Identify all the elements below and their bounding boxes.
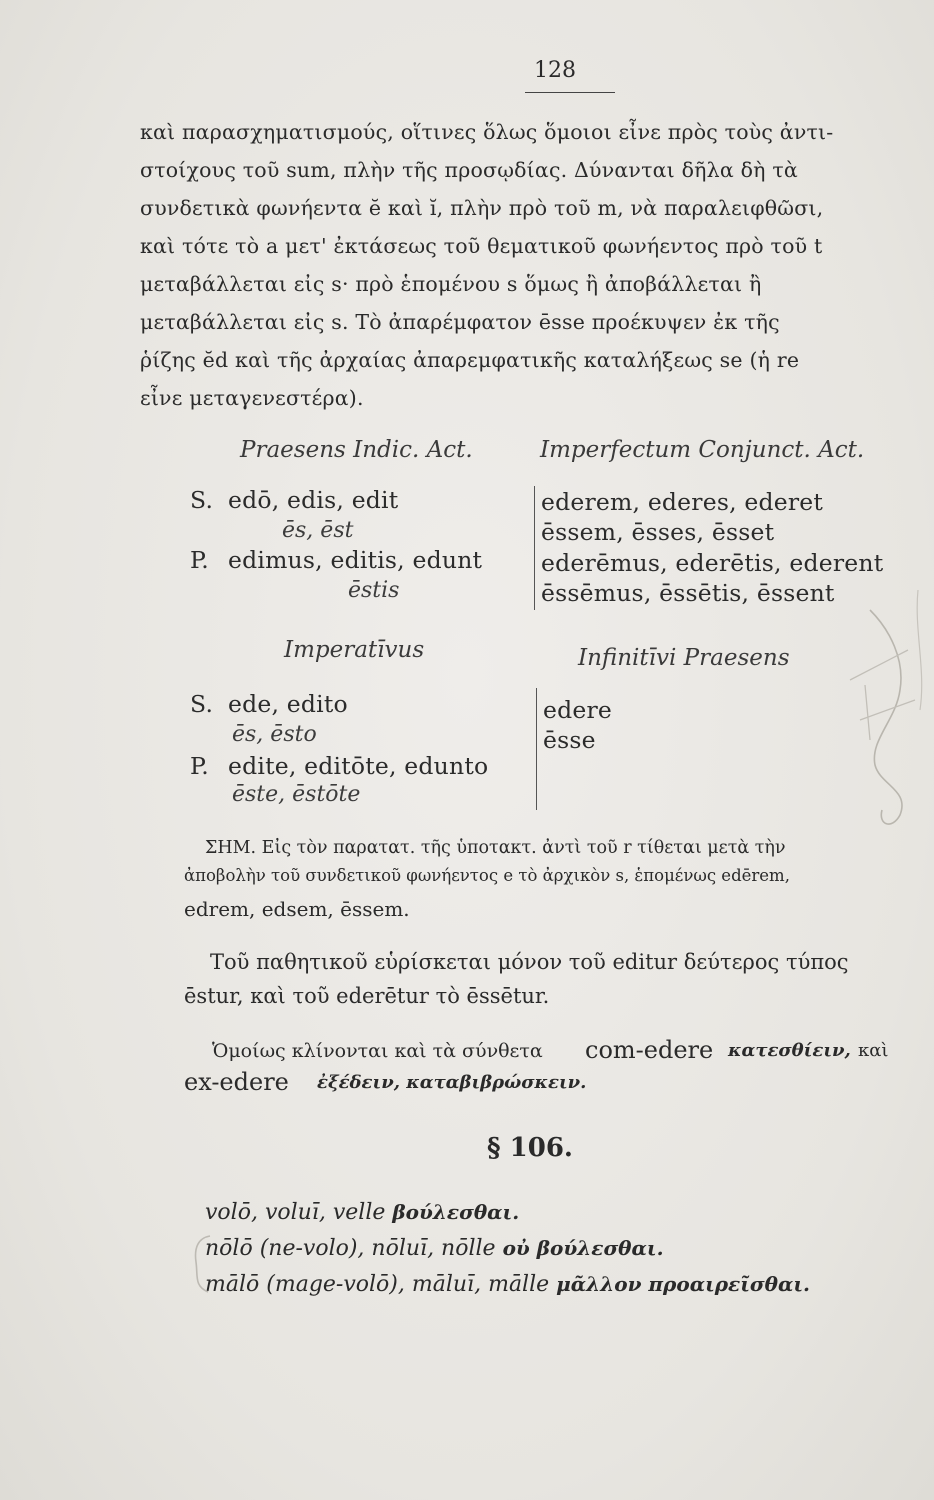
intro-line: συνδετικὰ φωνήεντα ĕ καὶ ĭ, πλὴν πρὸ τοῦ m, νὰ παραλειφθῶσι, [140, 196, 824, 220]
note-line: ἀποβολὴν τοῦ συνδετικοῦ φωνήεντος e τὸ ἀρχικὸν s, ἑπομένως edērem, [184, 866, 790, 885]
intro-line: καὶ τότε τὸ a μετ' ἐκτάσεως τοῦ θεματικοῦ φωνήεντος πρὸ τοῦ t [140, 234, 823, 258]
compounds-latin: com-edere [585, 1036, 714, 1064]
intro-line: μεταβάλλεται εἰς s· πρὸ ἑπομένου s ὅμως ἢ ἀποβάλλεται ἢ [140, 272, 762, 296]
praesens-s-alt: ēs, ēst [282, 518, 354, 543]
imperfectum-line: ederēmus, ederētis, ederent [541, 549, 884, 577]
imperativus-s-forms: ede, edito [228, 690, 348, 718]
imperativus-p-alt: ēste, ēstōte [232, 782, 361, 807]
compounds-text: καὶ [858, 1040, 889, 1061]
verb-latin: mālō (mage-volō), māluī, mālle [205, 1272, 550, 1297]
intro-line: καὶ παρασχηματισμούς, οἵτινες ὅλως ὅμοιοι εἶνε πρὸς τοὺς ἀντι- [140, 120, 834, 144]
verb-line [205, 1200, 519, 1225]
imperfectum-line: ēssem, ēsses, ēsset [541, 518, 775, 546]
passive-line: ēstur, καὶ τοῦ ederētur τὸ ēssētur. [184, 984, 550, 1008]
compounds-greek: κατεσθίειν, [728, 1040, 851, 1061]
imperativus-s-label: S. [190, 690, 214, 718]
praesens-s-forms: edō, edis, edit [228, 486, 399, 514]
infinitivi-heading: Infinitīvi Praesens [578, 645, 790, 671]
intro-line: ῥίζης ĕd καὶ τῆς ἀρχαίας ἀπαρεμφατικῆς καταλήξεως se (ἡ re [140, 348, 800, 372]
column-divider [536, 688, 537, 810]
verb-greek: βούλεσθαι. [392, 1200, 520, 1224]
column-divider [534, 486, 535, 610]
margin-pencil-mark [830, 590, 934, 840]
intro-line: εἶνε μεταγενεστέρα). [140, 386, 364, 410]
verb-line [205, 1236, 664, 1261]
praesens-heading: Praesens Indic. Act. [240, 437, 473, 463]
imperativus-s-alt: ēs, ēsto [232, 722, 317, 747]
imperativus-p-label: P. [190, 752, 209, 780]
imperativus-heading: Imperatīvus [284, 637, 425, 663]
imperativus-p-forms: edite, editōte, edunto [228, 752, 489, 780]
verb-greek: μᾶλλον προαιρεῖσθαι. [556, 1272, 811, 1296]
intro-line: μεταβάλλεται εἰς s. Τὸ ἀπαρέμφατον ēsse προέκυψεν ἐκ τῆς [140, 310, 780, 334]
note-line: ΣΗΜ. Εἰς τὸν παρατατ. τῆς ὑποτακτ. ἀντὶ τοῦ r τίθεται μετὰ τὴν [205, 838, 786, 858]
margin-bracket-mark [186, 1228, 216, 1298]
header-rule [525, 92, 615, 93]
infinitivi-line: edere [543, 696, 612, 724]
imperfectum-heading: Imperfectum Conjunct. Act. [540, 437, 865, 463]
verb-latin: nōlō (ne-volo), nōluī, nōlle [205, 1236, 496, 1261]
note-line: edrem, edsem, ēssem. [184, 897, 410, 921]
praesens-p-forms: edimus, editis, edunt [228, 546, 483, 574]
intro-line: στοίχους τοῦ sum, πλὴν τῆς προσῳδίας. Δύνανται δῆλα δὴ τὰ [140, 158, 798, 182]
imperfectum-line: ēssēmus, ēssētis, ēssent [541, 579, 835, 607]
compounds-latin: ex-edere [184, 1068, 289, 1096]
praesens-p-label: P. [190, 546, 209, 574]
praesens-p-alt: ēstis [348, 578, 400, 603]
section-heading: § 106. [487, 1133, 573, 1163]
praesens-s-label: S. [190, 486, 214, 514]
passive-line: Τοῦ παθητικοῦ εὑρίσκεται μόνον τοῦ editur δεύτερος τύπος [210, 950, 849, 974]
page-number: 128 [534, 58, 576, 83]
verb-line [205, 1272, 810, 1297]
imperfectum-line: ederem, ederes, ederet [541, 488, 824, 516]
compounds-greek: ἐξέδειν, καταβιβρώσκειν. [317, 1072, 587, 1093]
verb-greek: οὐ βούλεσθαι. [502, 1236, 664, 1260]
compounds-text: Ὁμοίως κλίνονται καὶ τὰ σύνθετα [212, 1040, 543, 1062]
infinitivi-line: ēsse [543, 726, 596, 754]
verb-latin: volō, voluī, velle [205, 1200, 386, 1225]
